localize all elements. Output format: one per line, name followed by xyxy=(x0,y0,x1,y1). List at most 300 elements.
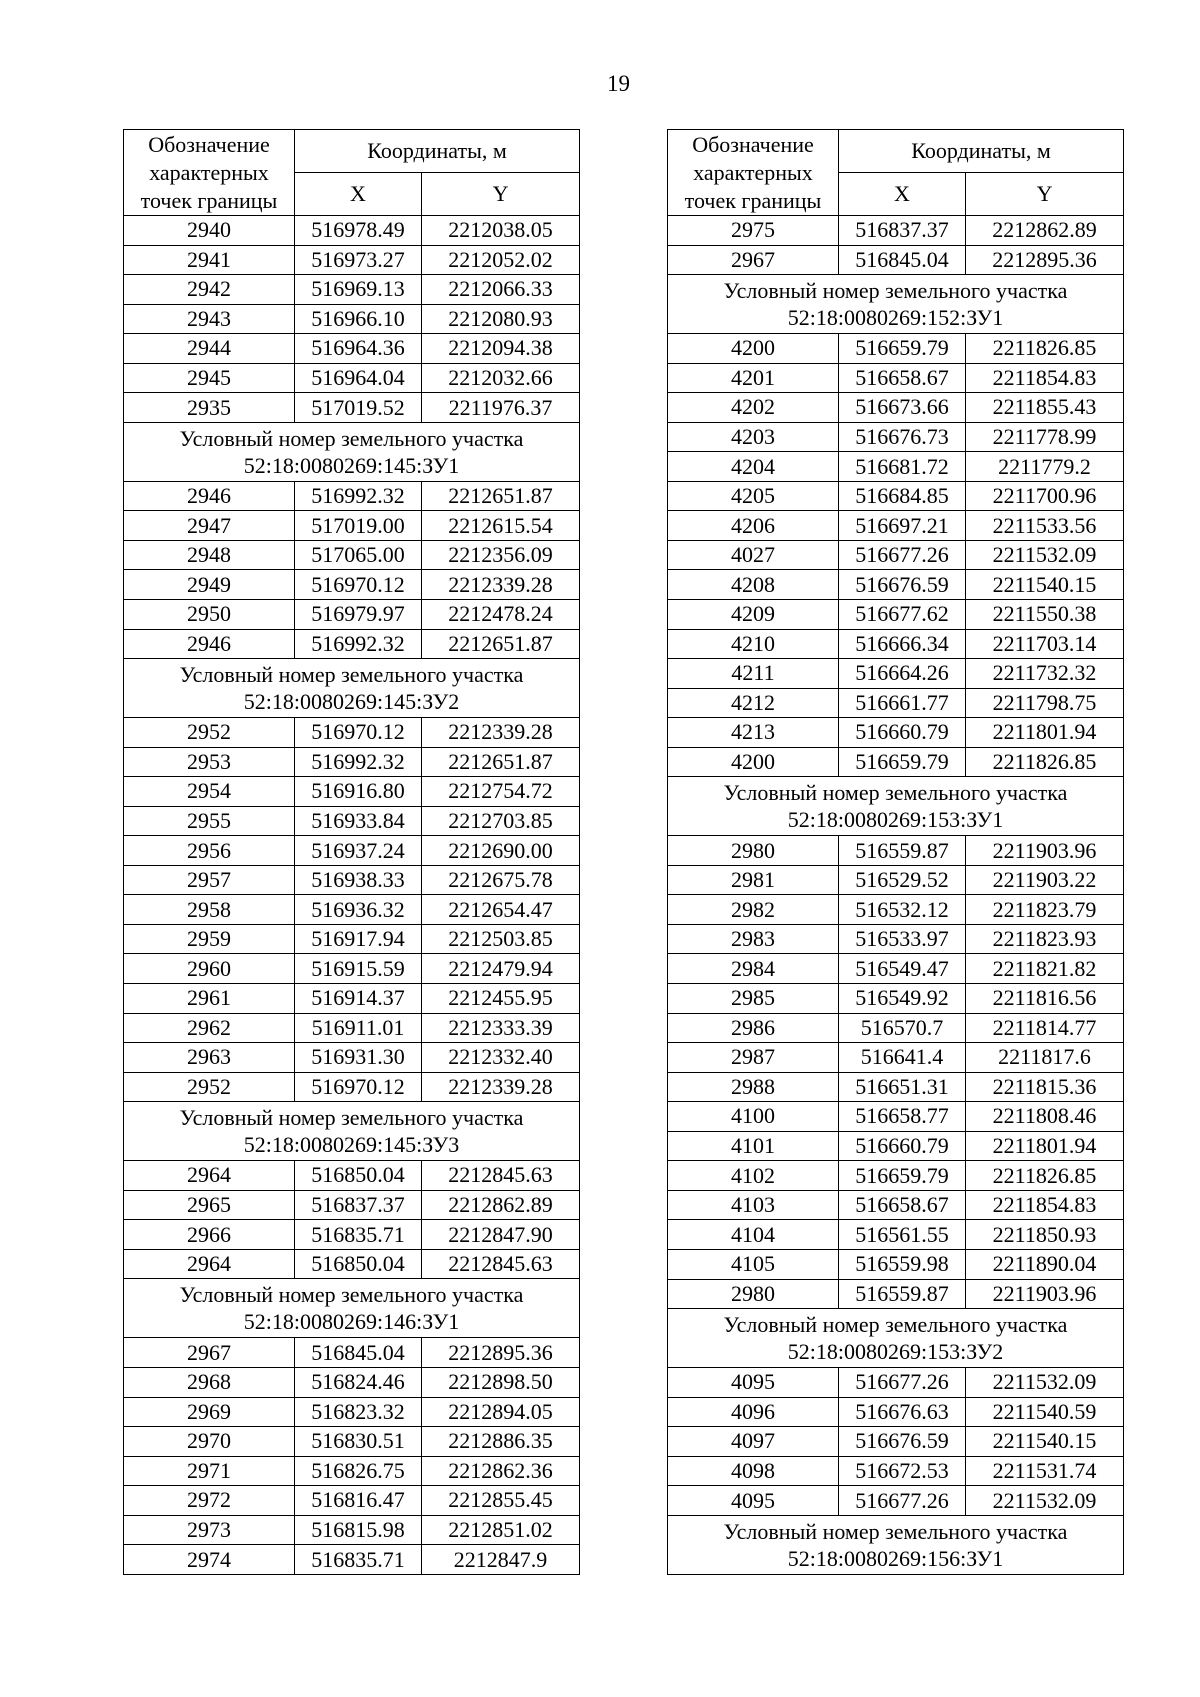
x-coordinate: 516837.37 xyxy=(295,1190,422,1220)
point-id: 2968 xyxy=(124,1367,295,1397)
point-id: 4210 xyxy=(668,629,839,659)
table-row xyxy=(124,747,580,777)
x-coordinate: 516658.77 xyxy=(839,1102,966,1132)
y-coordinate: 2211531.74 xyxy=(966,1456,1124,1486)
point-id: 2963 xyxy=(124,1043,295,1073)
point-id: 2944 xyxy=(124,334,295,364)
y-coordinate: 2211808.46 xyxy=(966,1102,1124,1132)
parcel-number: Условный номер земельного участка 52:18:0080269:145:ЗУ3 xyxy=(124,1102,580,1161)
x-coordinate: 516845.04 xyxy=(839,245,966,275)
x-coordinate: 516659.79 xyxy=(839,334,966,364)
point-id: 4208 xyxy=(668,570,839,600)
point-id: 2943 xyxy=(124,304,295,334)
y-coordinate: 2212851.02 xyxy=(422,1515,580,1545)
point-id: 4103 xyxy=(668,1190,839,1220)
x-coordinate: 516664.26 xyxy=(839,659,966,689)
y-coordinate: 2212651.87 xyxy=(422,747,580,777)
y-coordinate: 2212703.85 xyxy=(422,806,580,836)
table-row xyxy=(124,984,580,1014)
point-id: 4096 xyxy=(668,1397,839,1427)
y-coordinate: 2211854.83 xyxy=(966,363,1124,393)
table-row xyxy=(668,984,1124,1014)
x-coordinate: 516677.26 xyxy=(839,1486,966,1516)
y-coordinate: 2211801.94 xyxy=(966,718,1124,748)
y-coordinate: 2212478.24 xyxy=(422,600,580,630)
x-coordinate: 516911.01 xyxy=(295,1013,422,1043)
table-row xyxy=(668,924,1124,954)
table-row xyxy=(668,1190,1124,1220)
x-coordinate: 516970.12 xyxy=(295,570,422,600)
table-row xyxy=(668,1427,1124,1457)
y-coordinate: 2212894.05 xyxy=(422,1397,580,1427)
point-id: 2955 xyxy=(124,806,295,836)
y-coordinate: 2211903.96 xyxy=(966,836,1124,866)
point-id: 4211 xyxy=(668,659,839,689)
point-id: 2971 xyxy=(124,1456,295,1486)
y-coordinate: 2212855.45 xyxy=(422,1486,580,1516)
x-coordinate: 516938.33 xyxy=(295,865,422,895)
point-id: 2959 xyxy=(124,924,295,954)
y-coordinate: 2212845.63 xyxy=(422,1249,580,1279)
y-coordinate: 2212333.39 xyxy=(422,1013,580,1043)
point-id: 2966 xyxy=(124,1220,295,1250)
table-row xyxy=(124,924,580,954)
x-coordinate: 516936.32 xyxy=(295,895,422,925)
y-coordinate: 2211801.94 xyxy=(966,1131,1124,1161)
table-row xyxy=(668,600,1124,630)
y-coordinate: 2212675.78 xyxy=(422,865,580,895)
y-coordinate: 2212862.89 xyxy=(422,1190,580,1220)
x-coordinate: 516684.85 xyxy=(839,481,966,511)
parcel-row xyxy=(668,275,1124,334)
x-coordinate: 516914.37 xyxy=(295,984,422,1014)
x-coordinate: 516850.04 xyxy=(295,1161,422,1191)
x-coordinate: 516660.79 xyxy=(839,1131,966,1161)
parcel-row xyxy=(124,422,580,481)
y-coordinate: 2212862.36 xyxy=(422,1456,580,1486)
x-coordinate: 516658.67 xyxy=(839,1190,966,1220)
point-id: 4095 xyxy=(668,1368,839,1398)
table-row xyxy=(668,216,1124,246)
table-row xyxy=(124,363,580,393)
x-coordinate: 516549.92 xyxy=(839,984,966,1014)
point-id: 4105 xyxy=(668,1249,839,1279)
y-coordinate: 2211732.32 xyxy=(966,659,1124,689)
table-row xyxy=(668,1486,1124,1516)
table-row xyxy=(124,1397,580,1427)
y-coordinate: 2211798.75 xyxy=(966,688,1124,718)
x-coordinate: 516672.53 xyxy=(839,1456,966,1486)
point-id: 4202 xyxy=(668,393,839,423)
table-row xyxy=(124,806,580,836)
x-coordinate: 517019.00 xyxy=(295,511,422,541)
parcel-row xyxy=(668,1309,1124,1368)
point-id: 2964 xyxy=(124,1249,295,1279)
point-id: 2952 xyxy=(124,718,295,748)
x-coordinate: 516681.72 xyxy=(839,452,966,482)
y-coordinate: 2211703.14 xyxy=(966,629,1124,659)
table-row xyxy=(124,629,580,659)
coordinates-table-right xyxy=(667,129,1124,1575)
y-coordinate: 2211550.38 xyxy=(966,600,1124,630)
point-id: 2949 xyxy=(124,570,295,600)
x-coordinate: 516641.4 xyxy=(839,1043,966,1073)
point-id: 2954 xyxy=(124,777,295,807)
x-coordinate: 516937.24 xyxy=(295,836,422,866)
x-coordinate: 516666.34 xyxy=(839,629,966,659)
table-row xyxy=(124,481,580,511)
y-coordinate: 2212754.72 xyxy=(422,777,580,807)
x-coordinate: 516970.12 xyxy=(295,1072,422,1102)
x-coordinate: 516845.04 xyxy=(295,1338,422,1368)
y-coordinate: 2212862.89 xyxy=(966,216,1124,246)
point-id: 2983 xyxy=(668,924,839,954)
table-row xyxy=(668,1043,1124,1073)
x-coordinate: 517065.00 xyxy=(295,540,422,570)
x-coordinate: 516830.51 xyxy=(295,1427,422,1457)
y-coordinate: 2212356.09 xyxy=(422,540,580,570)
x-coordinate: 516992.32 xyxy=(295,481,422,511)
x-coordinate: 516677.26 xyxy=(839,1368,966,1398)
x-coordinate: 516661.77 xyxy=(839,688,966,718)
y-coordinate: 2211533.56 xyxy=(966,511,1124,541)
point-id: 2946 xyxy=(124,481,295,511)
x-coordinate: 516673.66 xyxy=(839,393,966,423)
table-row xyxy=(124,1427,580,1457)
point-id: 2956 xyxy=(124,836,295,866)
parcel-number: Условный номер земельного участка 52:18:0080269:152:ЗУ1 xyxy=(668,275,1124,334)
y-coordinate: 2212886.35 xyxy=(422,1427,580,1457)
y-coordinate: 2212654.47 xyxy=(422,895,580,925)
parcel-number: Условный номер земельного участка 52:18:0080269:145:ЗУ2 xyxy=(124,659,580,718)
y-coordinate: 2212898.50 xyxy=(422,1367,580,1397)
table-row xyxy=(668,393,1124,423)
y-coordinate: 2212690.00 xyxy=(422,836,580,866)
table-row xyxy=(668,718,1124,748)
table-row xyxy=(668,245,1124,275)
parcel-number: Условный номер земельного участка 52:18:0080269:146:ЗУ1 xyxy=(124,1279,580,1338)
point-id: 4213 xyxy=(668,718,839,748)
y-coordinate: 2211821.82 xyxy=(966,954,1124,984)
point-id: 4209 xyxy=(668,600,839,630)
table-row xyxy=(668,1249,1124,1279)
table-row xyxy=(124,540,580,570)
x-coordinate: 516815.98 xyxy=(295,1515,422,1545)
point-id: 2985 xyxy=(668,984,839,1014)
point-id: 2967 xyxy=(124,1338,295,1368)
x-coordinate: 516964.36 xyxy=(295,334,422,364)
point-id: 4205 xyxy=(668,481,839,511)
table-row xyxy=(668,1220,1124,1250)
table-row xyxy=(668,865,1124,895)
y-coordinate: 2211817.6 xyxy=(966,1043,1124,1073)
x-coordinate: 516973.27 xyxy=(295,245,422,275)
x-coordinate: 517019.52 xyxy=(295,393,422,423)
y-coordinate: 2212052.02 xyxy=(422,245,580,275)
x-coordinate: 516676.59 xyxy=(839,570,966,600)
table-row xyxy=(124,1545,580,1575)
y-coordinate: 2211826.85 xyxy=(966,334,1124,364)
y-coordinate: 2212651.87 xyxy=(422,629,580,659)
y-coordinate: 2212038.05 xyxy=(422,216,580,246)
table-row xyxy=(668,511,1124,541)
y-coordinate: 2212895.36 xyxy=(966,245,1124,275)
x-coordinate: 516917.94 xyxy=(295,924,422,954)
table-row xyxy=(668,1456,1124,1486)
point-id: 4200 xyxy=(668,747,839,777)
y-coordinate: 2211816.56 xyxy=(966,984,1124,1014)
table-row xyxy=(668,954,1124,984)
table-row xyxy=(124,570,580,600)
x-coordinate: 516850.04 xyxy=(295,1249,422,1279)
parcel-number: Условный номер земельного участка 52:18:0080269:153:ЗУ1 xyxy=(668,777,1124,836)
x-coordinate: 516658.67 xyxy=(839,363,966,393)
point-id: 2980 xyxy=(668,1279,839,1309)
parcel-row xyxy=(668,777,1124,836)
point-id: 2964 xyxy=(124,1161,295,1191)
table-row xyxy=(668,422,1124,452)
table-row xyxy=(124,954,580,984)
point-id: 2974 xyxy=(124,1545,295,1575)
y-coordinate: 2212479.94 xyxy=(422,954,580,984)
point-id: 4101 xyxy=(668,1131,839,1161)
parcel-number: Условный номер земельного участка 52:18:0080269:153:ЗУ2 xyxy=(668,1309,1124,1368)
table-row xyxy=(124,777,580,807)
table-row xyxy=(668,452,1124,482)
y-coordinate: 2212339.28 xyxy=(422,718,580,748)
table-row xyxy=(668,688,1124,718)
x-coordinate: 516826.75 xyxy=(295,1456,422,1486)
point-id: 2982 xyxy=(668,895,839,925)
x-coordinate: 516660.79 xyxy=(839,718,966,748)
point-id: 2946 xyxy=(124,629,295,659)
point-id: 2967 xyxy=(668,245,839,275)
table-row xyxy=(668,1013,1124,1043)
point-id: 2975 xyxy=(668,216,839,246)
y-coordinate: 2211903.96 xyxy=(966,1279,1124,1309)
x-coordinate: 516697.21 xyxy=(839,511,966,541)
point-id: 2986 xyxy=(668,1013,839,1043)
x-coordinate: 516835.71 xyxy=(295,1545,422,1575)
y-coordinate: 2211823.79 xyxy=(966,895,1124,925)
table-row xyxy=(668,1368,1124,1398)
y-coordinate: 2211854.83 xyxy=(966,1190,1124,1220)
point-id: 2942 xyxy=(124,275,295,305)
point-id: 4098 xyxy=(668,1456,839,1486)
y-coordinate: 2211779.2 xyxy=(966,452,1124,482)
parcel-row xyxy=(124,1102,580,1161)
y-coordinate: 2211778.99 xyxy=(966,422,1124,452)
x-coordinate: 516677.26 xyxy=(839,540,966,570)
x-coordinate: 516824.46 xyxy=(295,1367,422,1397)
table-row xyxy=(124,1456,580,1486)
x-coordinate: 516559.87 xyxy=(839,1279,966,1309)
y-coordinate: 2212080.93 xyxy=(422,304,580,334)
table-row xyxy=(124,334,580,364)
x-coordinate: 516964.04 xyxy=(295,363,422,393)
y-coordinate: 2212503.85 xyxy=(422,924,580,954)
point-id: 2981 xyxy=(668,865,839,895)
point-id: 2973 xyxy=(124,1515,295,1545)
point-id: 2958 xyxy=(124,895,295,925)
x-coordinate: 516916.80 xyxy=(295,777,422,807)
y-coordinate: 2212455.95 xyxy=(422,984,580,1014)
x-coordinate: 516676.59 xyxy=(839,1427,966,1457)
table-row xyxy=(124,1220,580,1250)
y-coordinate: 2211976.37 xyxy=(422,393,580,423)
y-coordinate: 2212847.90 xyxy=(422,1220,580,1250)
x-coordinate: 516837.37 xyxy=(839,216,966,246)
table-row xyxy=(668,363,1124,393)
header-y-label: Y xyxy=(966,173,1124,216)
point-id: 2980 xyxy=(668,836,839,866)
x-coordinate: 516978.49 xyxy=(295,216,422,246)
y-coordinate: 2211823.93 xyxy=(966,924,1124,954)
table-row xyxy=(668,570,1124,600)
y-coordinate: 2211532.09 xyxy=(966,1486,1124,1516)
point-id: 4027 xyxy=(668,540,839,570)
table-row xyxy=(124,895,580,925)
point-id: 4200 xyxy=(668,334,839,364)
y-coordinate: 2211850.93 xyxy=(966,1220,1124,1250)
table-row xyxy=(124,245,580,275)
y-coordinate: 2212339.28 xyxy=(422,570,580,600)
y-coordinate: 2212615.54 xyxy=(422,511,580,541)
y-coordinate: 2211532.09 xyxy=(966,1368,1124,1398)
point-id: 4104 xyxy=(668,1220,839,1250)
y-coordinate: 2212094.38 xyxy=(422,334,580,364)
x-coordinate: 516529.52 xyxy=(839,865,966,895)
x-coordinate: 516676.63 xyxy=(839,1397,966,1427)
x-coordinate: 516677.62 xyxy=(839,600,966,630)
parcel-row xyxy=(668,1515,1124,1574)
x-coordinate: 516532.12 xyxy=(839,895,966,925)
point-id: 4097 xyxy=(668,1427,839,1457)
table-row xyxy=(124,865,580,895)
point-id: 2984 xyxy=(668,954,839,984)
table-row xyxy=(668,1279,1124,1309)
x-coordinate: 516676.73 xyxy=(839,422,966,452)
point-id: 2941 xyxy=(124,245,295,275)
point-id: 2962 xyxy=(124,1013,295,1043)
table-row xyxy=(124,1043,580,1073)
y-coordinate: 2211540.59 xyxy=(966,1397,1124,1427)
y-coordinate: 2212339.28 xyxy=(422,1072,580,1102)
point-id: 4212 xyxy=(668,688,839,718)
point-id: 2948 xyxy=(124,540,295,570)
header-coordinates-label: Координаты, м xyxy=(295,130,580,173)
x-coordinate: 516979.97 xyxy=(295,600,422,630)
y-coordinate: 2211540.15 xyxy=(966,1427,1124,1457)
point-id: 2972 xyxy=(124,1486,295,1516)
x-coordinate: 516816.47 xyxy=(295,1486,422,1516)
y-coordinate: 2211700.96 xyxy=(966,481,1124,511)
table-row xyxy=(124,304,580,334)
x-coordinate: 516651.31 xyxy=(839,1072,966,1102)
x-coordinate: 516561.55 xyxy=(839,1220,966,1250)
x-coordinate: 516915.59 xyxy=(295,954,422,984)
table-row xyxy=(124,511,580,541)
point-id: 4201 xyxy=(668,363,839,393)
x-coordinate: 516931.30 xyxy=(295,1043,422,1073)
point-id: 2970 xyxy=(124,1427,295,1457)
y-coordinate: 2212066.33 xyxy=(422,275,580,305)
coordinates-rows-left xyxy=(124,216,580,1575)
table-row xyxy=(668,1161,1124,1191)
x-coordinate: 516992.32 xyxy=(295,629,422,659)
table-row xyxy=(668,334,1124,364)
y-coordinate: 2211890.04 xyxy=(966,1249,1124,1279)
table-row xyxy=(124,393,580,423)
parcel-number: Условный номер земельного участка 52:18:0080269:145:ЗУ1 xyxy=(124,422,580,481)
point-id: 2960 xyxy=(124,954,295,984)
point-id: 2953 xyxy=(124,747,295,777)
coordinates-rows-right xyxy=(668,216,1124,1575)
y-coordinate: 2212032.66 xyxy=(422,363,580,393)
point-id: 2950 xyxy=(124,600,295,630)
point-id: 2969 xyxy=(124,1397,295,1427)
y-coordinate: 2211540.15 xyxy=(966,570,1124,600)
header-x-label: X xyxy=(839,173,966,216)
y-coordinate: 2212895.36 xyxy=(422,1338,580,1368)
x-coordinate: 516533.97 xyxy=(839,924,966,954)
y-coordinate: 2211826.85 xyxy=(966,747,1124,777)
y-coordinate: 2211903.22 xyxy=(966,865,1124,895)
coordinates-table-left xyxy=(123,129,580,1575)
y-coordinate: 2211815.36 xyxy=(966,1072,1124,1102)
table-row xyxy=(124,1338,580,1368)
x-coordinate: 516549.47 xyxy=(839,954,966,984)
table-row xyxy=(668,1397,1124,1427)
y-coordinate: 2211532.09 xyxy=(966,540,1124,570)
point-id: 2988 xyxy=(668,1072,839,1102)
y-coordinate: 2212332.40 xyxy=(422,1043,580,1073)
x-coordinate: 516969.13 xyxy=(295,275,422,305)
table-row xyxy=(124,1190,580,1220)
x-coordinate: 516970.12 xyxy=(295,718,422,748)
table-row xyxy=(124,1072,580,1102)
x-coordinate: 516559.98 xyxy=(839,1249,966,1279)
table-row xyxy=(124,836,580,866)
point-id: 4203 xyxy=(668,422,839,452)
header-point-label: Обозначение характерных точек границы xyxy=(668,130,839,216)
y-coordinate: 2211814.77 xyxy=(966,1013,1124,1043)
x-coordinate: 516823.32 xyxy=(295,1397,422,1427)
x-coordinate: 516933.84 xyxy=(295,806,422,836)
table-row xyxy=(124,1367,580,1397)
point-id: 2965 xyxy=(124,1190,295,1220)
point-id: 4102 xyxy=(668,1161,839,1191)
point-id: 4100 xyxy=(668,1102,839,1132)
x-coordinate: 516966.10 xyxy=(295,304,422,334)
y-coordinate: 2212845.63 xyxy=(422,1161,580,1191)
parcel-row xyxy=(124,1279,580,1338)
table-row xyxy=(124,1249,580,1279)
table-row xyxy=(668,895,1124,925)
y-coordinate: 2211826.85 xyxy=(966,1161,1124,1191)
header-y-label: Y xyxy=(422,173,580,216)
header-x-label: X xyxy=(295,173,422,216)
x-coordinate: 516659.79 xyxy=(839,1161,966,1191)
table-row xyxy=(124,1515,580,1545)
y-coordinate: 2212651.87 xyxy=(422,481,580,511)
table-row xyxy=(668,1072,1124,1102)
table-row xyxy=(124,1013,580,1043)
header-coordinates-label: Координаты, м xyxy=(839,130,1124,173)
point-id: 2952 xyxy=(124,1072,295,1102)
table-row xyxy=(124,600,580,630)
y-coordinate: 2211855.43 xyxy=(966,393,1124,423)
